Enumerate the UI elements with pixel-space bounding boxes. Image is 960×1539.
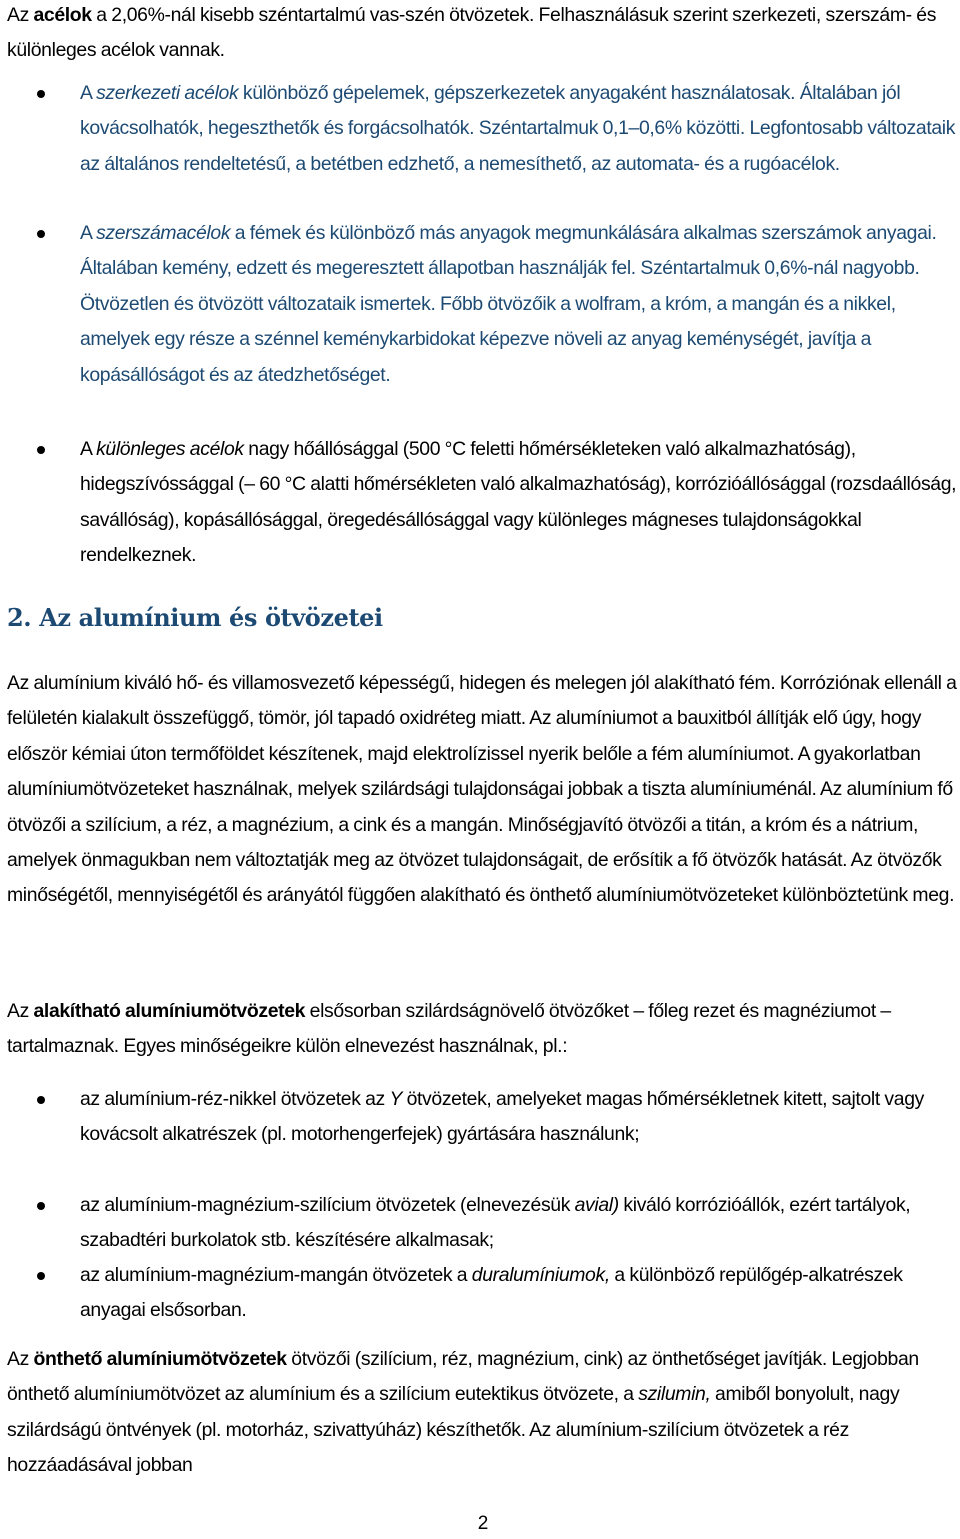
list-item <box>0 432 960 574</box>
aluminium-paragraph: Az alumínium kiváló hő- és villamosvezető képességű, hidegen és melegen jól alakítható fém. Korróziónak ellenáll a felületén kialakult összefüggő, tömör, jól tapadó oxidréteg miatt. Az alumíniumot a bauxitból állítják elő úgy, hogy először kémiai úton termőföldet készítenek, majd elektrolízissel nyerik belőle a fém alumíniumot. A gyakorlatban alumíniumötvözeteket használnak, melyek szilárdsági tulajdonságai jobbak a tiszta alumíniuménál. Az alumínium fő ötvözői a szilícium, a réz, a magnézium, a cink és a mangán. Minőségjavító ötvözői a titán, a króm és a nátrium, amelyek önmagukban nem változtatják meg az ötvözet tulajdonságait, de erősítik a fő ötvözők hatását. Az ötvözők minőségétől, mennyiségétől és arányától függően alakítható és önthető alumíniumötvözeteket különböztetünk meg. <box>7 672 957 907</box>
list-item <box>0 76 960 216</box>
list-item <box>0 1082 960 1188</box>
bullet-icon <box>37 230 45 238</box>
alloy-examples-list <box>0 1082 960 1329</box>
list-item-text: az alumínium-magnézium-mangán ötvözetek a duralumíniumok, a különböző repülőgép-alkatrészek anyagai elsősorban. <box>80 1264 903 1322</box>
bullet-icon <box>37 446 45 454</box>
intro-paragraph: Az acélok a 2,06%-nál kisebb széntartalmú vas-szén ötvözetek. Felhasználásuk szerint szerkezeti, szerszám- és különleges acélok vannak. <box>7 4 937 62</box>
cast-alloys-paragraph: Az önthető alumíniumötvözetek ötvözői (szilícium, réz, magnézium, cink) az önthetőséget javítják. Legjobban önthető alumíniumötvözet az alumínium és a szilícium eutektikus ötvözete, a szilumin, amiből bonyolult, nagy szilárdságú öntvények (pl. motorház, szivattyúház) készíthetők. Az alumínium-szilícium ötvözetek a réz hozzáadásával jobban <box>7 1348 919 1477</box>
wrought-alloys-paragraph: Az alakítható alumíniumötvözetek elsősorban szilárdságnövelő ötvözőket – főleg rezet és magnéziumot – tartalmaznak. Egyes minőségeikre külön elnevezést használnak, pl.: <box>7 1000 891 1058</box>
list-item <box>0 216 960 432</box>
list-item-text: az alumínium-magnézium-szilícium ötvözetek (elnevezésük avial) kiváló korrózióállók, ezért tartályok, szabadtéri burkolatok stb. készítésére alkalmasak; <box>80 1194 911 1252</box>
list-item <box>0 1188 960 1258</box>
bullet-icon <box>37 1096 45 1104</box>
section-heading: 2. Az alumínium és ötvözetei <box>7 603 383 632</box>
list-item-text: A szerszámacélok a fémek és különböző más anyagok megmunkálására alkalmas szerszámok anyagai. Általában kemény, edzett és megeresztett állapotban használják fel. Széntartalmuk 0,6%-nál nagyobb. Ötvözetlen és ötvözött változataik ismertek. Főbb ötvözőik a wolfram, a króm, a mangán és a nikkel, amelyek egy része a szénnel keménykarbidokat képezve növeli az anyag keménységét, javítja a kopásállóságot és az átedzhetőséget. <box>80 222 937 386</box>
list-item-text: A különleges acélok nagy hőállósággal (500 °C feletti hőmérsékleteken való alkalmazhatóság), hidegszívóssággal (– 60 °C alatti hőmérsékleten való alkalmazhatóság), korrózióállósággal (rozsdaállóság, savállóság), kopásállósággal, öregedésállósággal vagy különleges mágneses tulajdonságokkal rendelkeznek. <box>80 438 957 567</box>
bullet-icon <box>37 90 45 98</box>
steel-term: acélok <box>33 4 92 26</box>
steel-types-list <box>0 76 960 574</box>
bullet-icon <box>37 1202 45 1210</box>
list-item <box>0 1258 960 1329</box>
page-number: 2 <box>477 1513 489 1534</box>
bullet-icon <box>37 1272 45 1280</box>
list-item-text: A szerkezeti acélok különböző gépelemek, gépszerkezetek anyagaként használatosak. Általában jól kovácsolhatók, hegeszthetők és forgácsolhatók. Széntartalmuk 0,1–0,6% közötti. Legfontosabb változataik az általános rendeltetésű, a betétben edzhető, a nemesíthető, az automata- és a rugóacélok. <box>80 82 956 175</box>
list-item-text: az alumínium-réz-nikkel ötvözetek az Y ötvözetek, amelyeket magas hőmérsékletnek kitett, sajtolt vagy kovácsolt alkatrészek (pl. motorhengerfejek) gyártására használunk; <box>80 1088 924 1146</box>
